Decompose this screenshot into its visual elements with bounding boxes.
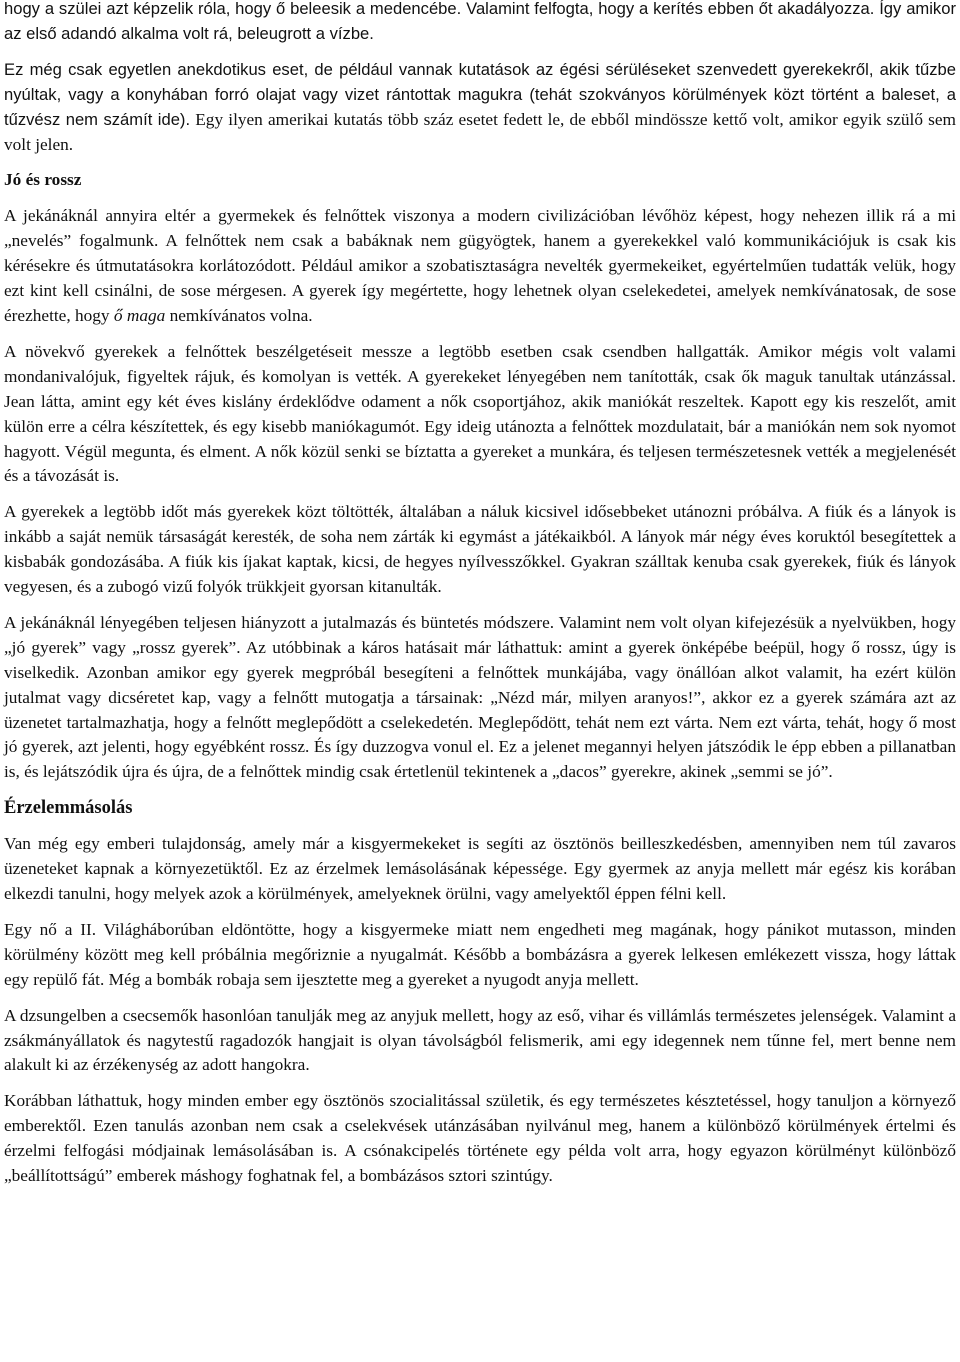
heading-emotion-copying: Érzelemmásolás xyxy=(4,798,133,819)
paragraph-intro-text: hogy a szülei azt képzelik róla, hogy ő beleesik a medencébe. Valamint felfogta, hogy a kerítés ebben őt akadályozza. Így amikor az első adandó alkalma volt rá, beleugrott a vízbe. xyxy=(4,0,956,43)
paragraph-burn-research-text-b: Egy ilyen amerikai kutatás több száz esetet fedett le, de ebből mindössze kettő volt, amikor egyik szülő sem volt jelen. xyxy=(4,109,957,154)
paragraph-emotion-copying: Van még egy emberi tulajdonság, amely már a kisgyermekeket is segíti az ösztönös beilleszkedésben, amennyiben nem túl zavaros üzeneteket kapnak a környezetüktől. Ez az érzelmek lemásolásának képessége. Egy gyermek az anyja mellett már egész kis korában elkezdi tanulni, hogy melyek azok a körülmények, amelyeknek örülni, vagy amelyektől éppen félni kell. xyxy=(4,834,956,903)
heading-good-and-bad: Jó és rossz xyxy=(4,170,82,190)
paragraph-instinctive-learning: Korábban láthattuk, hogy minden ember egy ösztönös szocialitással születik, és egy természetes késztetéssel, hogy tanuljon a környező emberektől. Ezen tanulás azonban nem csak a cselekvések utánzásában nyilvánul meg, hanem a különböző körülmények értelmi és érzelmi felfogási módjainak lemásolásában is. A csónakcipelés története egy példa volt arra, hogy egyazon körülményt különböző „beállítottságú” emberek máshogy foghatnak fel, a bombázásos sztori szintúgy. xyxy=(4,1091,956,1186)
paragraph-jekana-text-a: A jekánáknál annyira eltér a gyermekek és felnőttek viszonya a modern civilizációban lévőhöz képest, hogy nehezen illik rá a mi „nevelés” fogalmunk. A felnőttek nem csak a babáknak nem gügyögtek, hanem a gyerekekkel való kommunikációjuk is csak kis kérésekre és útmutatásokra korlátozódott. Például amikor a szobatisztaságra nevelték gyermekeiket, egyértelműen tudatták velük, hogy ezt kint kell csinálni, de sose mérgesen. A gyerek így megértette, hogy lehetnek olyan cselekedetei, amelyek nemkívánatosak, de sose érezhette, hogy xyxy=(4,206,956,325)
paragraph-jungle: A dzsungelben a csecsemők hasonlóan tanulják meg az anyjuk mellett, hogy az eső, vihar és villámlás természetes jelenségek. Valamint a zsákmányállatok és nagytestű ragadozók hangjait is olyan távolságból felismerik, ami egy idegennek nem tűnne fel, mert benne nem alakult ki az érzékenység az adott hangokra. xyxy=(4,1005,956,1075)
document-page xyxy=(4,0,956,1200)
paragraph-jekana-text-b: nemkívánatos volna. xyxy=(165,305,313,325)
paragraph-jekana-relationship xyxy=(4,204,956,329)
paragraph-reward-punishment: A jekánáknál lényegében teljesen hiányzott a jutalmazás és büntetés módszere. Valamint nem volt olyan kifejezésük a nyelvükben, hogy „jó gyerek” vagy „rossz gyerek”. Az utóbbinak a káros hatásait már láthattuk: amint a gyerek önképébe beépül, hogy ő rossz, úgy is viselkedik. Azonban amikor egy gyerek megpróbál besegíteni a felnőttek munkájába, vagy önállóan alkot valamit, ha ezért külön jutalmat vagy dicséretet kap, vagy a felnőtt mutogatja a társainak: „Nézd már, milyen aranyos!”, akkor ez a gyerek számára azt az üzenetet tartalmazhatja, hogy a felnőtt meglepődött a cselekedetén. Meglepődött, tehát nem ezt várta. Nem ezt várta, tehát, hogy ő most jó gyerek, azt jelenti, hogy egyébként rossz. És így duzzogva vonul el. Ez a jelenet megannyi helyen játszódik le épp ebben a pillanatban is, és lejátszódik újra és újra, de a felnőttek mindig csak értetlenül tekintenek a „dacos” gyerekre, akinek „semmi se jó”. xyxy=(4,612,956,782)
paragraph-burn-research xyxy=(4,58,956,158)
paragraph-jekana-emphasis: ő maga xyxy=(113,305,166,325)
paragraph-burn-research-text-a: Ez még csak egyetlen anekdotikus eset, de például vannak kutatások az égési sérüléseket szenvedett gyerekekről, akik tűzbe nyúltak, vagy a konyhában forró olajat vagy vizet rántottak magukra (tehát szokványos körülmények közt történt a baleset, a tűzvész nem számít ide). xyxy=(4,59,956,129)
paragraph-growing-children: A növekvő gyerekek a felnőttek beszélgetéseit messze a legtöbb esetben csak csendben hallgatták. Amikor mégis volt valami mondanivalójuk, figyeltek rájuk, és komolyan is vették. A gyerekeket lényegében nem tanították, csak ők maguk tanultak utánzással. Jean látta, amint egy két éves kislány érdeklődve odament a nők csoportjához, akik maniókát reszeltek. Kapott egy kis reszelőt, amit külön erre a célra készítettek, és egy kisebb maniókagumót. Egy ideig utánozta a felnőttek mozdulatait, bár a maniókán nem sok nyomot hagyott. Végül megunta, és elment. A nők közül senki se bíztatta a gyereket a munkára, és teljesen természetesnek vették a megjelenését és a távozását is. xyxy=(4,341,956,486)
paragraph-children-together: A gyerekek a legtöbb időt más gyerekek közt töltötték, általában a náluk kicsivel idősebbeket utánozni próbálva. A fiúk és a lányok is inkább a saját nemük társaságát keresték, de soha nem zárták ki egymást a játékaikból. A lányok már négy éves koruktól besegítettek a kisbabák gondozásába. A fiúk kis íjakat kaptak, kicsi, de hegyes nyílvesszőkkel. Gyakran szálltak kenuba csak gyerekek, fiúk és lányok vegyesen, és a zubogó vizű folyók trükkjeit gyorsan kitanulták. xyxy=(4,502,956,597)
paragraph-intro xyxy=(4,0,956,47)
paragraph-world-war: Egy nő a II. Világháborúban eldöntötte, hogy a kisgyermeke miatt nem engedheti meg magának, hogy pánikot mutasson, minden körülmény között meg kell próbálnia megőriznie a nyugalmát. Később a bombázásra a gyerek lelkesen emlékezett vissza, hogy láttak egy repülő fát. Még a bombák robaja sem ijesztette meg a gyereket a nyugodt anyja mellett. xyxy=(4,919,956,989)
